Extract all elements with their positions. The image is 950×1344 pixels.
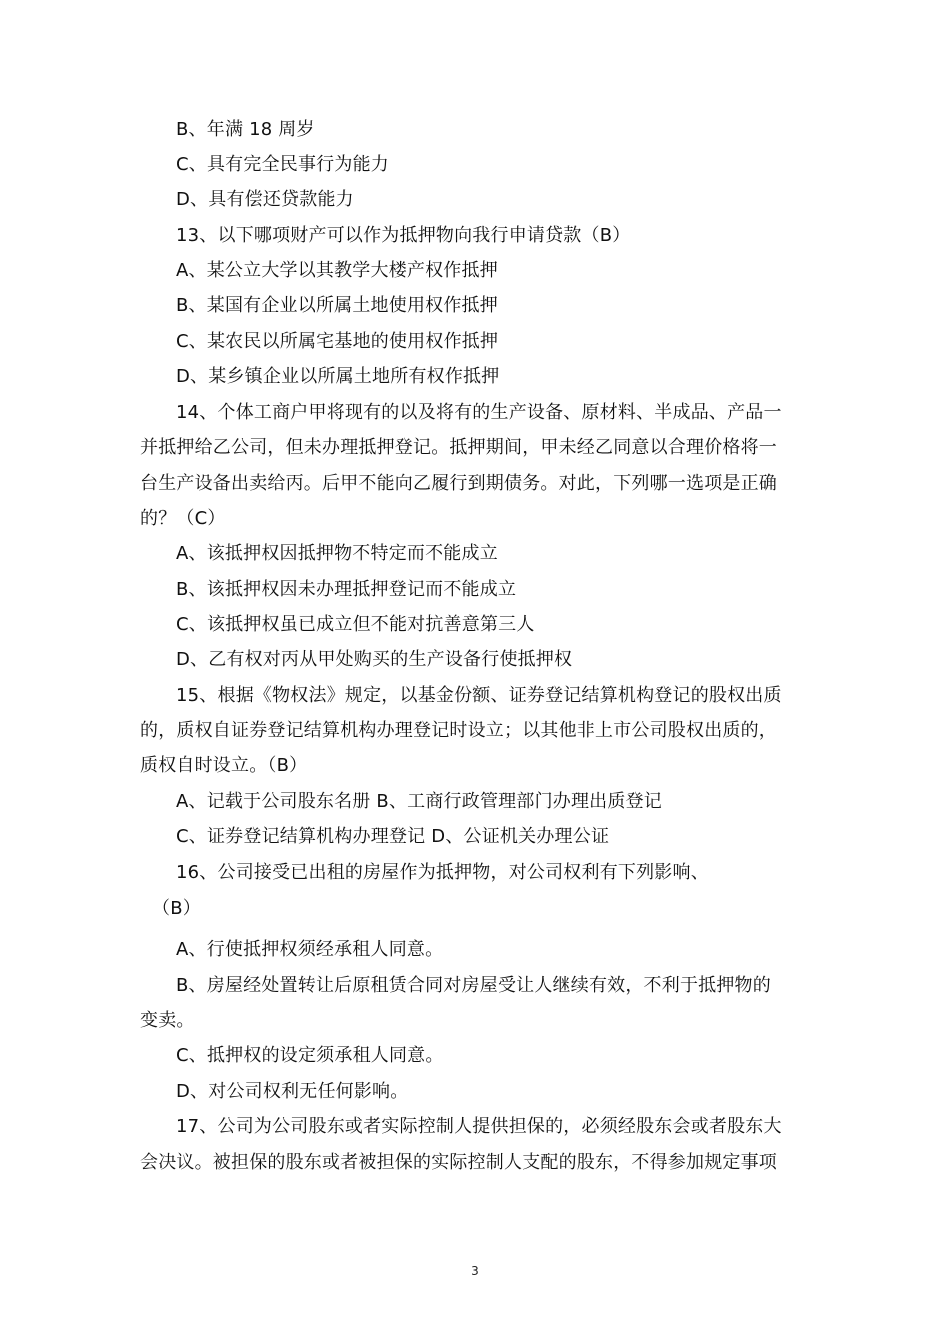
option-line: A、行使抵押权须经承租人同意。 [176,939,444,960]
option-line: C、抵押权的设定须承租人同意。 [176,1045,444,1066]
question-line: 并抵押给乙公司，但未办理抵押登记。抵押期间，甲未经乙同意以合理价格将一 [140,437,777,458]
option-line: A、记载于公司股东名册 B、工商行政管理部门办理出质登记 [176,791,662,812]
question-line: 14、个体工商户甲将现有的以及将有的生产设备、原材料、半成品、产品一 [176,402,782,423]
option-line: B、年满 18 周岁 [176,119,315,140]
question-line: 的？（C） [140,508,226,529]
question-answer: （B） [152,898,201,919]
option-line: A、该抵押权因抵押物不特定而不能成立 [176,543,498,564]
option-line: D、具有偿还贷款能力 [176,189,354,210]
option-line: B、某国有企业以所属土地使用权作抵押 [176,295,498,316]
option-line: C、具有完全民事行为能力 [176,154,389,175]
option-line: 变卖。 [140,1010,195,1031]
question-line: 13、以下哪项财产可以作为抵押物向我行申请贷款（B） [176,225,631,246]
option-line: C、证券登记结算机构办理登记 D、公证机关办理公证 [176,826,610,847]
option-line: B、房屋经处置转让后原租赁合同对房屋受让人继续有效，不利于抵押物的 [176,975,771,996]
option-line: D、某乡镇企业以所属土地所有权作抵押 [176,366,500,387]
question-line: 质权自时设立。（B） [140,755,308,776]
option-line: C、该抵押权虽已成立但不能对抗善意第三人 [176,614,535,635]
option-line: D、乙有权对丙从甲处购买的生产设备行使抵押权 [176,649,573,670]
question-line: 的，质权自证券登记结算机构办理登记时设立；以其他非上市公司股权出质的， [140,720,777,741]
option-line: C、某农民以所属宅基地的使用权作抵押 [176,331,499,352]
option-line: D、对公司权利无任何影响。 [176,1081,409,1102]
option-line: B、该抵押权因未办理抵押登记而不能成立 [176,579,517,600]
question-line: 16、公司接受已出租的房屋作为抵押物，对公司权利有下列影响、 [176,862,709,883]
question-line: 15、根据《物权法》规定，以基金份额、证券登记结算机构登记的股权出质 [176,685,782,706]
page-number: 3 [471,1264,479,1278]
question-line: 17、公司为公司股东或者实际控制人提供担保的，必须经股东会或者股东大 [176,1116,782,1137]
question-line: 台生产设备出卖给丙。后甲不能向乙履行到期债务。对此，下列哪一选项是正确 [140,473,777,494]
question-line: 会决议。被担保的股东或者被担保的实际控制人支配的股东，不得参加规定事项 [140,1152,777,1173]
option-line: A、某公立大学以其教学大楼产权作抵押 [176,260,498,281]
